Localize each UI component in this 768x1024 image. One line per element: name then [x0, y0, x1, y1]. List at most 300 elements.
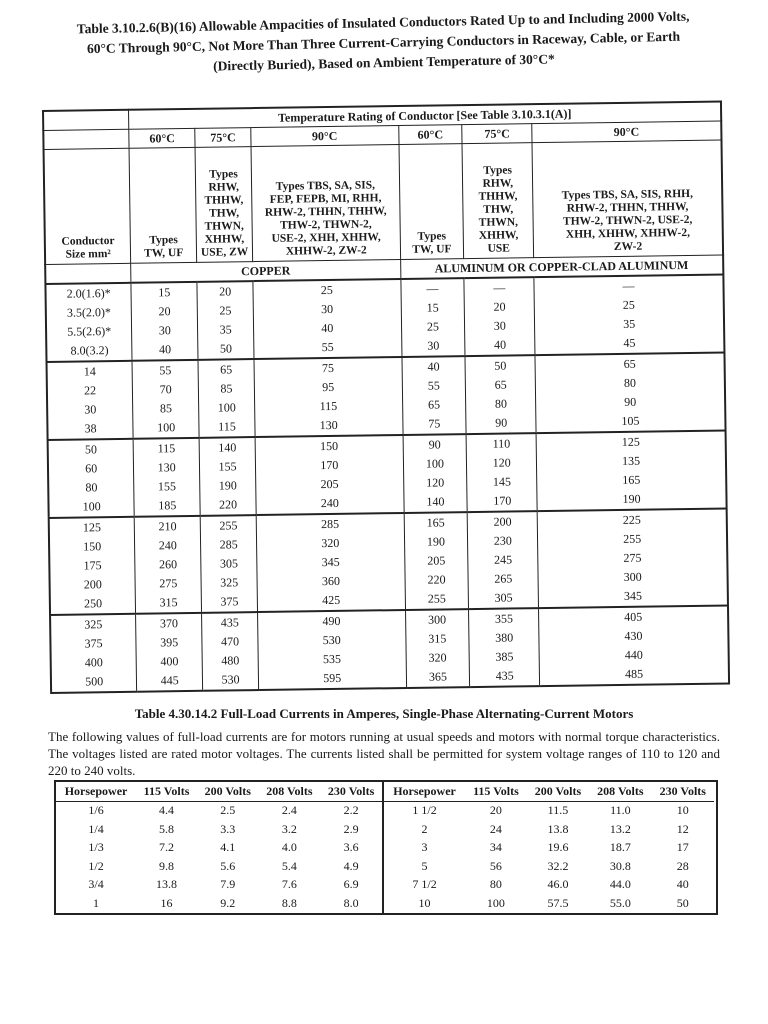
ampacity-column-cell [534, 275, 724, 356]
motor-cell: 34 [489, 840, 502, 855]
ampacity-column-cell [198, 359, 255, 438]
ampacity-value: 245 [493, 552, 513, 567]
ampacity-value: 80 [623, 375, 637, 390]
motor-cell: 7.9 [220, 877, 236, 892]
ampacity-column-cell [537, 508, 728, 608]
type-header-line: THW-2, THWN-2, USE-2, [562, 213, 693, 228]
conductor-size: 5.5(2.6)* [67, 324, 112, 339]
motor-cell: 11.0 [610, 803, 631, 818]
ampacity-value: 365 [428, 669, 447, 684]
ampacity-value: 130 [157, 460, 176, 475]
ampacity-value: 30 [158, 323, 171, 338]
motor-column-header: 115 Volts [136, 782, 197, 801]
type-header [399, 144, 464, 260]
ampacity-value: — [493, 280, 506, 295]
conductor-size: 38 [84, 421, 97, 436]
ampacity-value: 140 [426, 494, 445, 509]
motor-column-header: 208 Volts [589, 782, 651, 801]
ampacity-value: 55 [427, 378, 440, 393]
ampacity-value: 100 [425, 456, 445, 471]
ampacity-column-cell [405, 609, 470, 688]
type-header-line: THW-2, THWN-2, [280, 218, 372, 232]
motor-current-table [54, 780, 718, 915]
motor-cell: 20 [489, 803, 502, 818]
ampacity-value: 65 [623, 356, 636, 371]
motor-cell: 13.8 [547, 821, 569, 836]
type-header-line: USE [487, 242, 511, 255]
motor-cell: 57.5 [547, 895, 569, 910]
motor-cell: 32.2 [547, 858, 569, 873]
ampacity-value: 125 [621, 434, 640, 449]
ampacity-value: 140 [218, 440, 237, 455]
type-header-line: RHW, [208, 181, 240, 194]
motor-cell: 56 [489, 858, 502, 873]
ampacity-value: 220 [427, 572, 446, 587]
ampacity-value: 530 [322, 632, 341, 648]
temp-header: 75°C [195, 128, 251, 148]
motor-cell: 13.8 [156, 877, 178, 892]
ampacity-value: 170 [320, 457, 339, 473]
ampacity-value: 445 [160, 673, 179, 688]
ampacity-value: 15 [426, 300, 439, 315]
ampacity-value: 385 [495, 649, 514, 664]
conductor-size: 325 [84, 617, 103, 632]
size-column-cell [50, 614, 137, 693]
ampacity-value: 490 [322, 613, 341, 629]
motor-row [384, 894, 714, 913]
blank-corner [43, 129, 129, 149]
motor-row [384, 839, 714, 858]
ampacity-value: 170 [493, 493, 512, 508]
ampacity-column-cell [135, 516, 202, 614]
motor-cell: 3 [421, 840, 428, 855]
ampacity-table-body [45, 275, 729, 693]
ampacity-column-cell [465, 355, 536, 434]
motor-cell: 10 [418, 895, 431, 910]
ampacity-column-cell [466, 433, 537, 512]
motor-cell: 12 [676, 821, 689, 836]
motor-cell: 9.8 [159, 858, 175, 873]
ampacity-value: 395 [160, 635, 179, 650]
type-header [462, 143, 533, 259]
temp-rating-header: Temperature Rating of Conductor [See Table 3.10.3.1(A)] [129, 102, 721, 130]
type-header-line: RHW-2, THHN, THHW, [264, 205, 387, 219]
ampacity-value: 15 [158, 285, 171, 300]
ampacity-value: 255 [427, 591, 446, 606]
ampacity-value: 305 [494, 590, 513, 605]
type-header-line: Types TBS, SA, SIS, RHH, [561, 187, 694, 202]
ampacity-value: 155 [218, 459, 237, 474]
ampacity-column-cell [467, 511, 538, 609]
table1-title-line: (Directly Buried), Based on Ambient Temperature of 30°C* [213, 51, 555, 74]
conductor-size: 400 [84, 655, 103, 670]
temp-header: 90°C [532, 121, 722, 143]
ampacity-value: 285 [219, 537, 238, 552]
ampacity-value: 45 [623, 335, 636, 350]
conductor-size: 200 [83, 577, 102, 592]
motor-row [56, 839, 383, 858]
motor-cell: 17 [676, 840, 689, 855]
conductor-size: 375 [84, 636, 103, 651]
ampacity-value: 275 [623, 550, 642, 565]
ampacity-value: 190 [426, 534, 446, 549]
ampacity-value: 85 [159, 401, 173, 416]
motor-cell: 1/6 [88, 803, 104, 818]
ampacity-column-cell [256, 513, 405, 612]
ampacity-value: 155 [157, 479, 177, 494]
ampacity-value: 115 [157, 441, 176, 456]
motor-column-header: 115 Volts [465, 782, 527, 801]
ampacity-value: 345 [321, 554, 340, 570]
motor-cell: 5.4 [281, 858, 297, 873]
motor-cell: 80 [489, 877, 502, 892]
ampacity-value: 275 [159, 576, 178, 591]
motor-cell: 8.0 [343, 895, 359, 910]
temp-header: 60°C [398, 125, 462, 145]
ampacity-value: 25 [320, 282, 333, 298]
ampacity-value: 205 [427, 553, 446, 568]
ampacity-value: 370 [159, 616, 179, 631]
motor-cell: 50 [676, 895, 689, 910]
ampacity-value: 110 [492, 436, 511, 451]
ampacity-value: — [426, 281, 439, 296]
ampacity-column-cell [253, 279, 402, 359]
ampacity-value: 30 [493, 318, 506, 333]
motor-cell: 3.3 [220, 821, 236, 836]
size-group-row [50, 605, 729, 692]
ampacity-column-cell [132, 360, 199, 439]
motor-cell: 2.5 [220, 803, 236, 818]
ampacity-value: 210 [158, 519, 177, 534]
ampacity-value: 255 [623, 531, 642, 546]
ampacity-column-cell [403, 434, 468, 513]
ampacity-value: 105 [621, 413, 640, 428]
motor-column-header: Horsepower [56, 782, 136, 801]
ampacity-value: 95 [322, 379, 335, 395]
motor-row [56, 876, 383, 895]
size-group-row [47, 352, 726, 439]
ampacity-table [42, 101, 730, 694]
type-header-line: XHHW-2, ZW-2 [285, 244, 367, 258]
ampacity-value: 55 [321, 339, 334, 355]
type-header [195, 147, 253, 263]
type-header-line: Types [209, 168, 238, 181]
ampacity-value: 85 [220, 381, 233, 396]
ampacity-value: 375 [220, 594, 239, 609]
ampacity-value: 100 [157, 420, 176, 435]
ampacity-value: 90 [428, 437, 441, 452]
ampacity-column-cell [464, 277, 535, 356]
type-header-line: Types [149, 234, 178, 247]
ampacity-value: 240 [158, 538, 177, 553]
ampacity-value: 50 [494, 358, 507, 373]
motor-cell: 1/3 [88, 840, 104, 855]
ampacity-value: 135 [621, 453, 641, 468]
type-header-line: THW, [483, 203, 514, 216]
ampacity-value: 305 [219, 556, 239, 571]
ampacity-value: 440 [624, 647, 643, 662]
ampacity-value: 260 [158, 557, 178, 572]
type-header-line: Types TBS, SA, SIS, [275, 179, 376, 193]
ampacity-value: 55 [159, 363, 172, 378]
ampacity-value: 190 [218, 478, 237, 493]
type-header-line: XHHW, [478, 229, 519, 242]
ampacity-value: 150 [319, 438, 339, 454]
aluminum-label: ALUMINUM OR COPPER-CLAD ALUMINUM [400, 255, 723, 279]
motor-cell: 44.0 [609, 877, 631, 892]
conductor-size: 250 [83, 596, 103, 611]
ampacity-value: 30 [427, 338, 440, 353]
ampacity-value: 185 [158, 498, 177, 513]
size-header-line: Conductor [61, 235, 115, 248]
size-header-line: Size mm² [65, 248, 111, 261]
ampacity-column-cell [254, 357, 403, 437]
motor-cell: 46.0 [547, 877, 569, 892]
ampacity-value: 405 [624, 609, 643, 624]
size-column-cell [48, 439, 135, 518]
ampacity-value: 285 [321, 516, 340, 532]
ampacity-value: 165 [622, 472, 641, 487]
conductor-size: 125 [82, 520, 102, 535]
ampacity-value: 220 [219, 497, 238, 512]
motor-cell: 10 [676, 803, 689, 818]
ampacity-value: 65 [220, 362, 233, 377]
type-header-line: THHW, [204, 194, 244, 207]
ampacity-value: 320 [428, 650, 447, 665]
motor-row [56, 857, 383, 876]
motor-cell: 3.6 [343, 840, 359, 855]
size-group-row [45, 275, 724, 362]
ampacity-value: 355 [494, 611, 514, 626]
motor-column-header: 230 Volts [320, 782, 383, 801]
motor-table-left [56, 782, 384, 913]
ampacity-value: 345 [623, 588, 643, 603]
motor-cell: 13.2 [609, 821, 631, 836]
motor-column-header: 230 Volts [652, 782, 714, 801]
temp-header: 75°C [462, 124, 532, 144]
type-header-line: TW, UF [144, 247, 184, 260]
motor-cell: 11.5 [547, 803, 569, 818]
motor-cell: 4.0 [281, 840, 297, 855]
type-header-line: THW, [209, 207, 240, 220]
motor-cell: 2.4 [281, 803, 297, 818]
conductor-size: 150 [83, 539, 102, 554]
ampacity-value: 225 [622, 512, 641, 527]
ampacity-value: 20 [493, 299, 506, 314]
motor-column-header: 200 Volts [527, 782, 589, 801]
motor-row [56, 801, 383, 820]
motor-row [384, 820, 714, 839]
motor-header-row [384, 782, 714, 801]
motor-cell: 5 [421, 858, 428, 873]
conductor-size: 100 [82, 499, 101, 514]
motor-row [56, 820, 383, 839]
motor-cell: 7.2 [159, 840, 175, 855]
table1-title [48, 6, 719, 80]
ampacity-value: 480 [221, 653, 240, 668]
ampacity-value: 20 [219, 284, 232, 299]
motor-column-header: 208 Volts [259, 782, 321, 801]
motor-cell: 8.8 [281, 895, 297, 910]
motor-cell: 3/4 [88, 877, 104, 892]
type-header [251, 145, 400, 262]
ampacity-column-cell [469, 608, 540, 687]
conductor-size: 80 [85, 480, 98, 495]
type-header-line: XHH, XHHW, XHHW-2, [565, 226, 690, 241]
conductor-size: 8.0(3.2) [70, 343, 109, 358]
ampacity-value: 380 [495, 630, 514, 645]
motor-cell: 2 [421, 821, 428, 836]
motor-row [384, 857, 714, 876]
ampacity-column-cell [200, 515, 257, 613]
ampacity-value: 115 [319, 398, 338, 414]
type-header-line: USE-2, XHH, XHHW, [271, 231, 381, 245]
ampacity-value: 430 [624, 628, 643, 643]
ampacity-value: 300 [623, 569, 642, 584]
ampacity-value: 300 [427, 612, 447, 627]
ampacity-value: 20 [158, 304, 171, 319]
motor-header-row [56, 782, 383, 801]
motor-cell: 5.6 [220, 858, 236, 873]
ampacity-value: 40 [493, 337, 507, 352]
ampacity-value: 65 [494, 377, 507, 392]
ampacity-value: 530 [221, 672, 240, 687]
ampacity-column-cell [404, 512, 469, 610]
type-header-line: Types [417, 230, 447, 243]
size-column-cell [49, 517, 136, 615]
type-header-line: THWN, [478, 216, 519, 229]
motor-cell: 24 [489, 821, 502, 836]
motor-cell: 6.9 [343, 877, 359, 892]
ampacity-column-cell [255, 435, 404, 515]
type-header [129, 147, 196, 263]
ampacity-value: 240 [320, 495, 339, 511]
ampacity-column-cell [131, 282, 198, 361]
ampacity-value: 435 [220, 615, 239, 630]
blank-corner [43, 110, 129, 131]
conductor-size-header [44, 148, 131, 264]
ampacity-value: 65 [427, 397, 441, 412]
size-group-row [49, 508, 728, 614]
ampacity-value: 205 [320, 476, 339, 492]
conductor-size: 175 [83, 558, 102, 573]
copper-label: COPPER [131, 260, 400, 283]
motor-cell: 1/4 [88, 821, 104, 836]
ampacity-value: 75 [321, 360, 335, 376]
ampacity-value: 470 [220, 634, 240, 649]
size-group-row [48, 430, 727, 517]
ampacity-value: 40 [158, 342, 172, 357]
ampacity-value: 190 [622, 491, 641, 506]
table1-title-line: Table 3.10.2.6(B)(16) Allowable Ampacities of Insulated Conductors Rated Up to and Including 2000 Volts, [76, 8, 690, 37]
temp-header: 60°C [129, 128, 195, 148]
ampacity-column-cell [539, 605, 729, 686]
motor-row [384, 801, 714, 820]
ampacity-value: 265 [494, 571, 513, 586]
ampacity-column-cell [536, 430, 726, 511]
ampacity-value: 70 [159, 382, 172, 397]
type-header [532, 140, 723, 258]
conductor-size: 30 [84, 402, 97, 417]
ampacity-value: 325 [220, 575, 239, 590]
ampacity-value: 320 [321, 535, 340, 551]
motor-cell: 9.2 [220, 895, 236, 910]
ampacity-value: 30 [321, 301, 334, 317]
conductor-size: 22 [83, 383, 97, 398]
ampacity-value: 90 [624, 394, 637, 409]
type-header-line: USE, ZW [200, 246, 249, 259]
ampacity-value: 90 [495, 415, 508, 430]
ampacity-value: 40 [321, 320, 334, 336]
ampacity-value: 535 [322, 651, 342, 667]
ampacity-value: 80 [494, 396, 508, 411]
ampacity-column-cell [402, 356, 467, 435]
ampacity-column-cell [136, 613, 203, 692]
type-header-line: XHHW, [204, 233, 245, 246]
motor-cell: 1 [93, 895, 100, 910]
conductor-size: 14 [83, 364, 96, 379]
ampacity-value: 40 [427, 359, 440, 374]
motor-cell: 30.8 [609, 858, 631, 873]
ampacity-value: 425 [322, 592, 341, 608]
size-column-cell [45, 283, 132, 362]
type-header-line: THWN, [204, 220, 244, 233]
conductor-size: 500 [85, 674, 104, 689]
conductor-size: 50 [84, 442, 97, 457]
conductor-size: 60 [85, 461, 98, 476]
ampacity-value: 230 [493, 533, 512, 548]
ampacity-value: 315 [159, 595, 178, 610]
conductor-size: 2.0(1.6)* [66, 286, 111, 301]
motor-cell: 55.0 [609, 895, 631, 910]
temp-header: 90°C [251, 126, 399, 147]
ampacity-value: 100 [217, 400, 236, 415]
ampacity-value: 130 [319, 417, 338, 433]
motor-cell: 19.6 [547, 840, 569, 855]
ampacity-value: 120 [492, 455, 511, 470]
ampacity-value: 25 [426, 319, 440, 334]
type-header-line: FEP, FEPB, MI, RHH, [269, 192, 382, 206]
ampacity-value: 35 [623, 316, 636, 331]
ampacity-column-cell [258, 610, 407, 690]
motor-cell: 28 [676, 858, 689, 873]
motor-cell: 4.9 [343, 858, 359, 873]
ampacity-value: 485 [624, 666, 644, 681]
ampacity-column-cell [535, 352, 725, 433]
ampacity-value: 25 [622, 297, 635, 312]
ampacity-value: 145 [492, 474, 512, 489]
ampacity-value: 315 [428, 631, 447, 646]
ampacity-column-cell [199, 437, 256, 516]
ampacity-value: 360 [321, 573, 340, 589]
ampacity-column-cell [197, 281, 254, 360]
motor-row [56, 894, 383, 913]
ampacity-value: — [622, 278, 635, 293]
ampacity-value: 435 [495, 668, 514, 683]
size-column-cell [47, 361, 134, 440]
motor-cell: 3.2 [281, 821, 297, 836]
ampacity-column-cell [202, 612, 259, 691]
ampacity-value: 120 [426, 475, 445, 490]
motor-cell: 4.1 [220, 840, 236, 855]
ampacity-value: 595 [323, 670, 342, 686]
motor-cell: 40 [676, 877, 689, 892]
ampacity-value: 75 [428, 416, 441, 431]
ampacity-value: 400 [160, 654, 179, 669]
type-header-line: THHW, [478, 190, 518, 203]
ampacity-value: 25 [219, 303, 232, 318]
motor-column-header: 200 Volts [197, 782, 259, 801]
